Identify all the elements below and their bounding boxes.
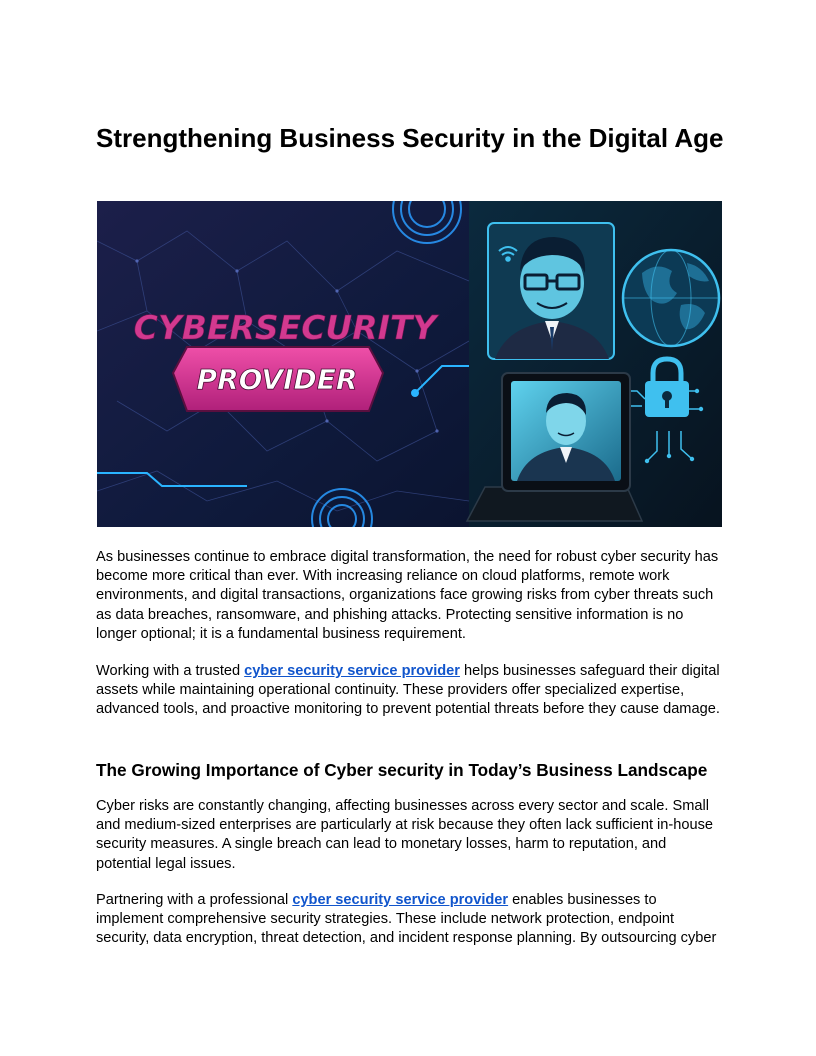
provider-paragraph-before: Working with a trusted [96,663,245,679]
hero-headline-top: CYBERSECURITY [133,308,437,347]
hero-image [97,201,722,527]
provider-paragraph [96,662,724,720]
intro-paragraph: As businesses continue to embrace digital transformation, the need for robust cyber security has become more critical than ever. With increasing reliance on cloud platforms, remote work environments, and digital transactions, organizations face growing risks from cyber threats such as data breaches, ransomware, and phishing attacks. Protecting sensitive information is no longer optional; it is a fundamental business requirement. [96,549,719,642]
partner-paragraph [96,891,724,949]
risk-paragraph: Cyber risks are constantly changing, affecting businesses across every sector and scale. Small and medium-sized enterprises are particularly at risk because they often lack sufficient in-house security measures. A single breach can lead to monetary losses, harm to reputation, and potential legal issues. [96,798,714,872]
globe-icon [623,250,719,346]
partner-paragraph-before: Partnering with a professional [96,892,293,908]
hero-headline-badge: PROVIDER [196,363,358,396]
provider-paragraph-after: helps businesses safeguard their digital assets while maintaining operational continuity. These providers offer specialized expertise, advanced tools, and proactive monitoring to prevent potential threats before they cause damage. [96,663,720,718]
provider-link[interactable]: cyber security service provider [244,663,460,679]
avatar-portrait-icon [488,223,614,359]
article-title: Strengthening Business Security in the Digital Age [96,123,724,153]
partner-paragraph-after: enables businesses to implement comprehensive security strategies. These include network protection, endpoint security, data encryption, threat detection, and incident response planning. By outsourcing cyber [96,892,717,947]
partner-link[interactable]: cyber security service provider [292,892,509,908]
section-heading: The Growing Importance of Cyber security in Today’s Business Landscape [96,760,708,780]
